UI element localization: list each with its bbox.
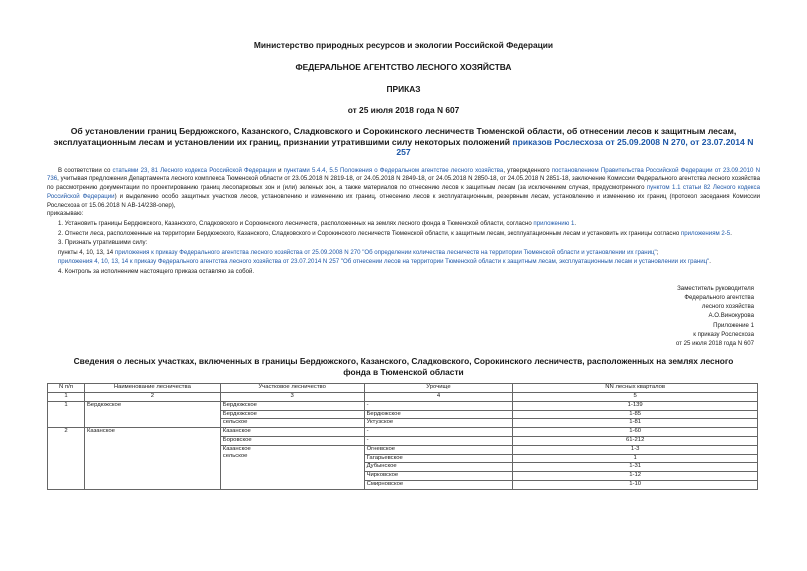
order-word: приказываю:: [47, 210, 84, 218]
table-row: сельское Уктузское 1-81: [48, 419, 758, 428]
order-item-3: 3. Признать утратившими силу:: [58, 239, 148, 247]
link-appendix-1[interactable]: приложению 1: [533, 220, 575, 227]
ministry-name: Министерство природных ресурсов и экологии Российской Федерации: [253, 40, 554, 50]
link-appendices-2-5[interactable]: приложениям 2-5: [680, 229, 731, 237]
table-header-row: N п/п Наименование лесничества Участковое лесничество Урочище NN лесных кварталов: [48, 384, 758, 393]
table-row: Чирковское 1-12: [48, 472, 758, 481]
link-government-decree[interactable]: постановлением Правительства Российской Федерации от 23.09.2010 N 736: [47, 166, 760, 183]
table-row: Гагарьевское 1: [48, 454, 758, 463]
table-column-numbers-row: 1 2 3 4 5: [48, 393, 758, 402]
table-row: Дубынское 1-31: [48, 463, 758, 472]
table-row: Бердюжское Бердюжское 1-85: [48, 410, 758, 419]
preamble: В соответствии со статьями 23, 81 Лесного кодекса Российской Федерации и пунктами 5.4.4, 5.5 Положения о Федеральном агентстве лесного хозяйства, утвержденного постановлением Правительства Российской Федерации от 23.09.2010 N 736, учитывая предложения Департамента лесного комплекса Тюменской области от 23.05.2018 N 2819-18, от 24.05.2018 N 2849-18, от 24.05.2018 N 2850-18, от 24.05.2018 N 2851-18, заключение Комиссии Федерального агентства лесного хозяйства по рассмотрению документации по проектированию границ лесопарковых зон и (или) зеленых зон, а также материалов по отнесению лесов к защитным лесам (за исключением случая, предусмотренного пунктом 1.1 статьи 82 Лесного кодекса Российской Федерации) и выделению особо защитных участков лесов, установлению и изменению их границ, отнесению лесов к эксплуатационным, резервным лесам, установлению и изменению их границ (протокол заседания Комиссии Рослесхоза от 15.06.2018 N АВ-14/238-опер),: [47, 166, 761, 209]
agency-name: ФЕДЕРАЛЬНОЕ АГЕНТСТВО ЛЕСНОГО ХОЗЯЙСТВА: [295, 62, 512, 72]
table-row: 2 Казанское Казанское - 1-60: [48, 428, 758, 437]
order-item-1: 1. Установить границы Бердюжского, Казанского, Сладковского и Сорокинского лесничеств, расположенных на землях лесного фонда в Тюменской области, согласно приложению 1.: [58, 220, 577, 227]
link-agency-regulation[interactable]: пунктами 5.4.4, 5.5 Положения о Федеральном агентстве лесного хозяйства: [283, 166, 504, 174]
document-title: Об установлении границ Бердюжского, Казанского, Сладковского и Сорокинского лесничеств Тюменской области, об отнесении лесов к защитным лесам, эксплуатационным лесам и установлении их границ, признании утратившими силу некоторых положений приказов Рослесхоза от 25.09.2008 N 270, от 23.07.2014 N 257: [53, 126, 754, 158]
table-row: Казанское сельское Огневское 1-3: [48, 445, 758, 454]
link-forest-code[interactable]: статьями 23, 81 Лесного кодекса Российской Федерации: [112, 166, 276, 174]
link-order-257[interactable]: приложения 4, 10, 13, 14 к приказу Федерального агентства лесного хозяйства от 23.07.2014 N 257 "Об отнесении лесов на территории Тюменской области к защитным лесам, эксплуатационным лесам и установлении их границ": [58, 257, 710, 265]
document-body: [47, 167, 760, 276]
table-row: Боровское - 61-212: [48, 437, 758, 446]
signatory-name: А.О.Винокурова: [708, 312, 754, 320]
appendix-label: Приложение 1: [713, 322, 754, 330]
table-row: 1 Бердюжское Бердюжское - 1-139: [48, 401, 758, 410]
title-link[interactable]: приказов Рослесхоза от 25.09.2008 N 270, от 23.07.2014 N 257: [396, 136, 754, 158]
document-date: от 25 июля 2018 года N 607: [347, 105, 460, 115]
link-order-270[interactable]: приложения к приказу Федерального агентства лесного хозяйства от 25.09.2008 N 270 "Об определении количества лесничеств на территории Тюменской области и установлении их границ": [114, 249, 657, 257]
forest-plots-table: [47, 383, 758, 490]
table-title: Сведения о лесных участках, включенных в границы Бердюжского, Казанского, Сладковского, Сорокинского лесничеств, расположенных на землях лесного фонда в Тюменской области: [73, 356, 734, 377]
document-type: ПРИКАЗ: [386, 84, 421, 94]
order-item-4: 4. Контроль за исполнением настоящего приказа оставляю за собой.: [58, 267, 255, 275]
order-item-3a: пункты 4, 10, 13, 14 приложения к приказу Федерального агентства лесного хозяйства от 25.09.2008 N 270 "Об определении количества лесничеств на территории Тюменской области и установлении их границ";: [58, 249, 659, 257]
signature-block: Заместитель руководителя Федерального агентства лесного хозяйства А.О.Винокурова Приложение 1 к приказу Рослесхоза от 25 июля 2018 года N 607: [47, 284, 760, 348]
order-item-3b: приложения 4, 10, 13, 14 к приказу Федерального агентства лесного хозяйства от 23.07.2014 N 257 "Об отнесении лесов на территории Тюменской области к защитным лесам, эксплуатационным лесам и установлении их границ".: [58, 257, 711, 265]
order-item-2: 2. Отнести леса, расположенные на территории Бердюжского, Казанского, Сладковского и Сорокинского лесничеств Тюменской области, к защитным лесам, эксплуатационным лесам и установить их границы согласно приложениям 2-5.: [58, 229, 732, 237]
table-row: Смирновское 1-10: [48, 480, 758, 489]
link-forest-code-article-82[interactable]: пунктом 1.1 статьи 82 Лесного кодекса Российской Федерации: [47, 184, 760, 200]
